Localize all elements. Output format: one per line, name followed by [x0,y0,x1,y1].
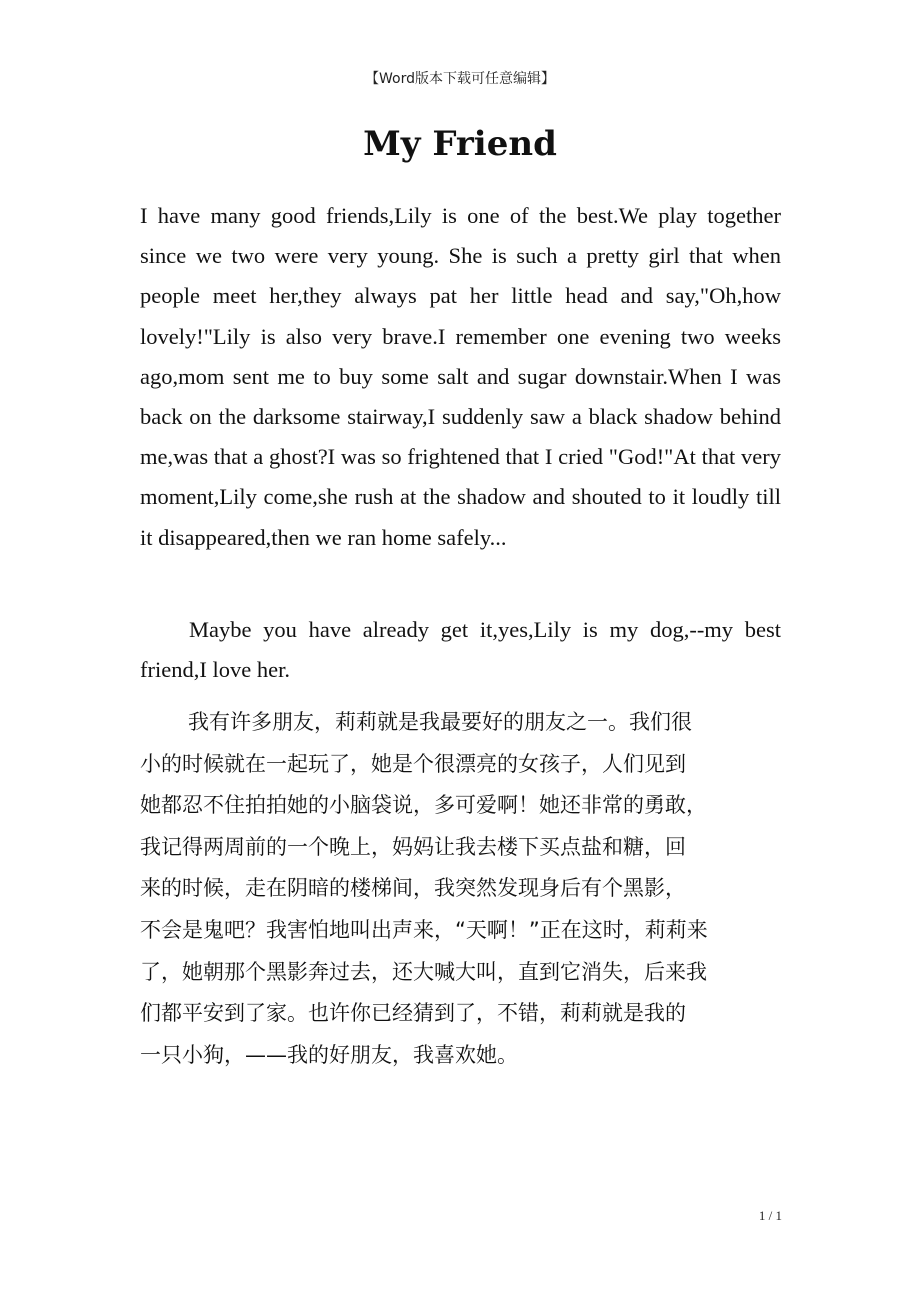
chinese-line: 了，她朝那个黑影奔过去，还大喊大叫，直到它消失，后来我 [140,959,707,984]
english-paragraph-1: I have many good friends,Lily is one of the best.We play together since we two were very young. She is such a pretty girl that when people meet her,they always pat her little head and say,"Oh,how lovely!"Lily is also very brave.I remember one evening two weeks ago,mom sent me to buy some salt and sugar downstair.When I was back on the darksome stairway,I suddenly saw a black shadow behind me,was that a ghost?I was so frightened that I cried "God!"At that very moment,Lily come,she rush at the shadow and shouted to it loudly till it disappeared,then we ran home safely... [140,203,781,550]
page-number: 1 / 1 [758,1208,782,1223]
chinese-line: 我记得两周前的一个晚上，妈妈让我去楼下买点盐和糖，回 [140,834,686,859]
chinese-line: 小的时候就在一起玩了，她是个很漂亮的女孩子，人们见到 [140,751,686,776]
chinese-line: 我有许多朋友，莉莉就是我最要好的朋友之一。我们很 [188,710,692,734]
document-title: My Friend [363,124,557,164]
chinese-line: 不会是鬼吧？我害怕地叫出声来，“天啊！”正在这时，莉莉来 [140,917,708,942]
chinese-line: 来的时候，走在阴暗的楼梯间，我突然发现身后有个黑影， [140,876,686,901]
header-note: 【Word版本下载可任意编辑】 [365,71,555,87]
chinese-line: 们都平安到了家。也许你已经猜到了，不错，莉莉就是我的 [140,1001,686,1026]
chinese-translation [140,702,770,1076]
chinese-line: 她都忍不住拍拍她的小脑袋说，多可爱啊！她还非常的勇敢， [140,793,707,818]
chinese-line: 一只小狗，——我的好朋友，我喜欢她。 [140,1042,518,1067]
english-paragraph-2: Maybe you have already get it,yes,Lily is my dog,--my best friend,I love her. [140,617,781,683]
